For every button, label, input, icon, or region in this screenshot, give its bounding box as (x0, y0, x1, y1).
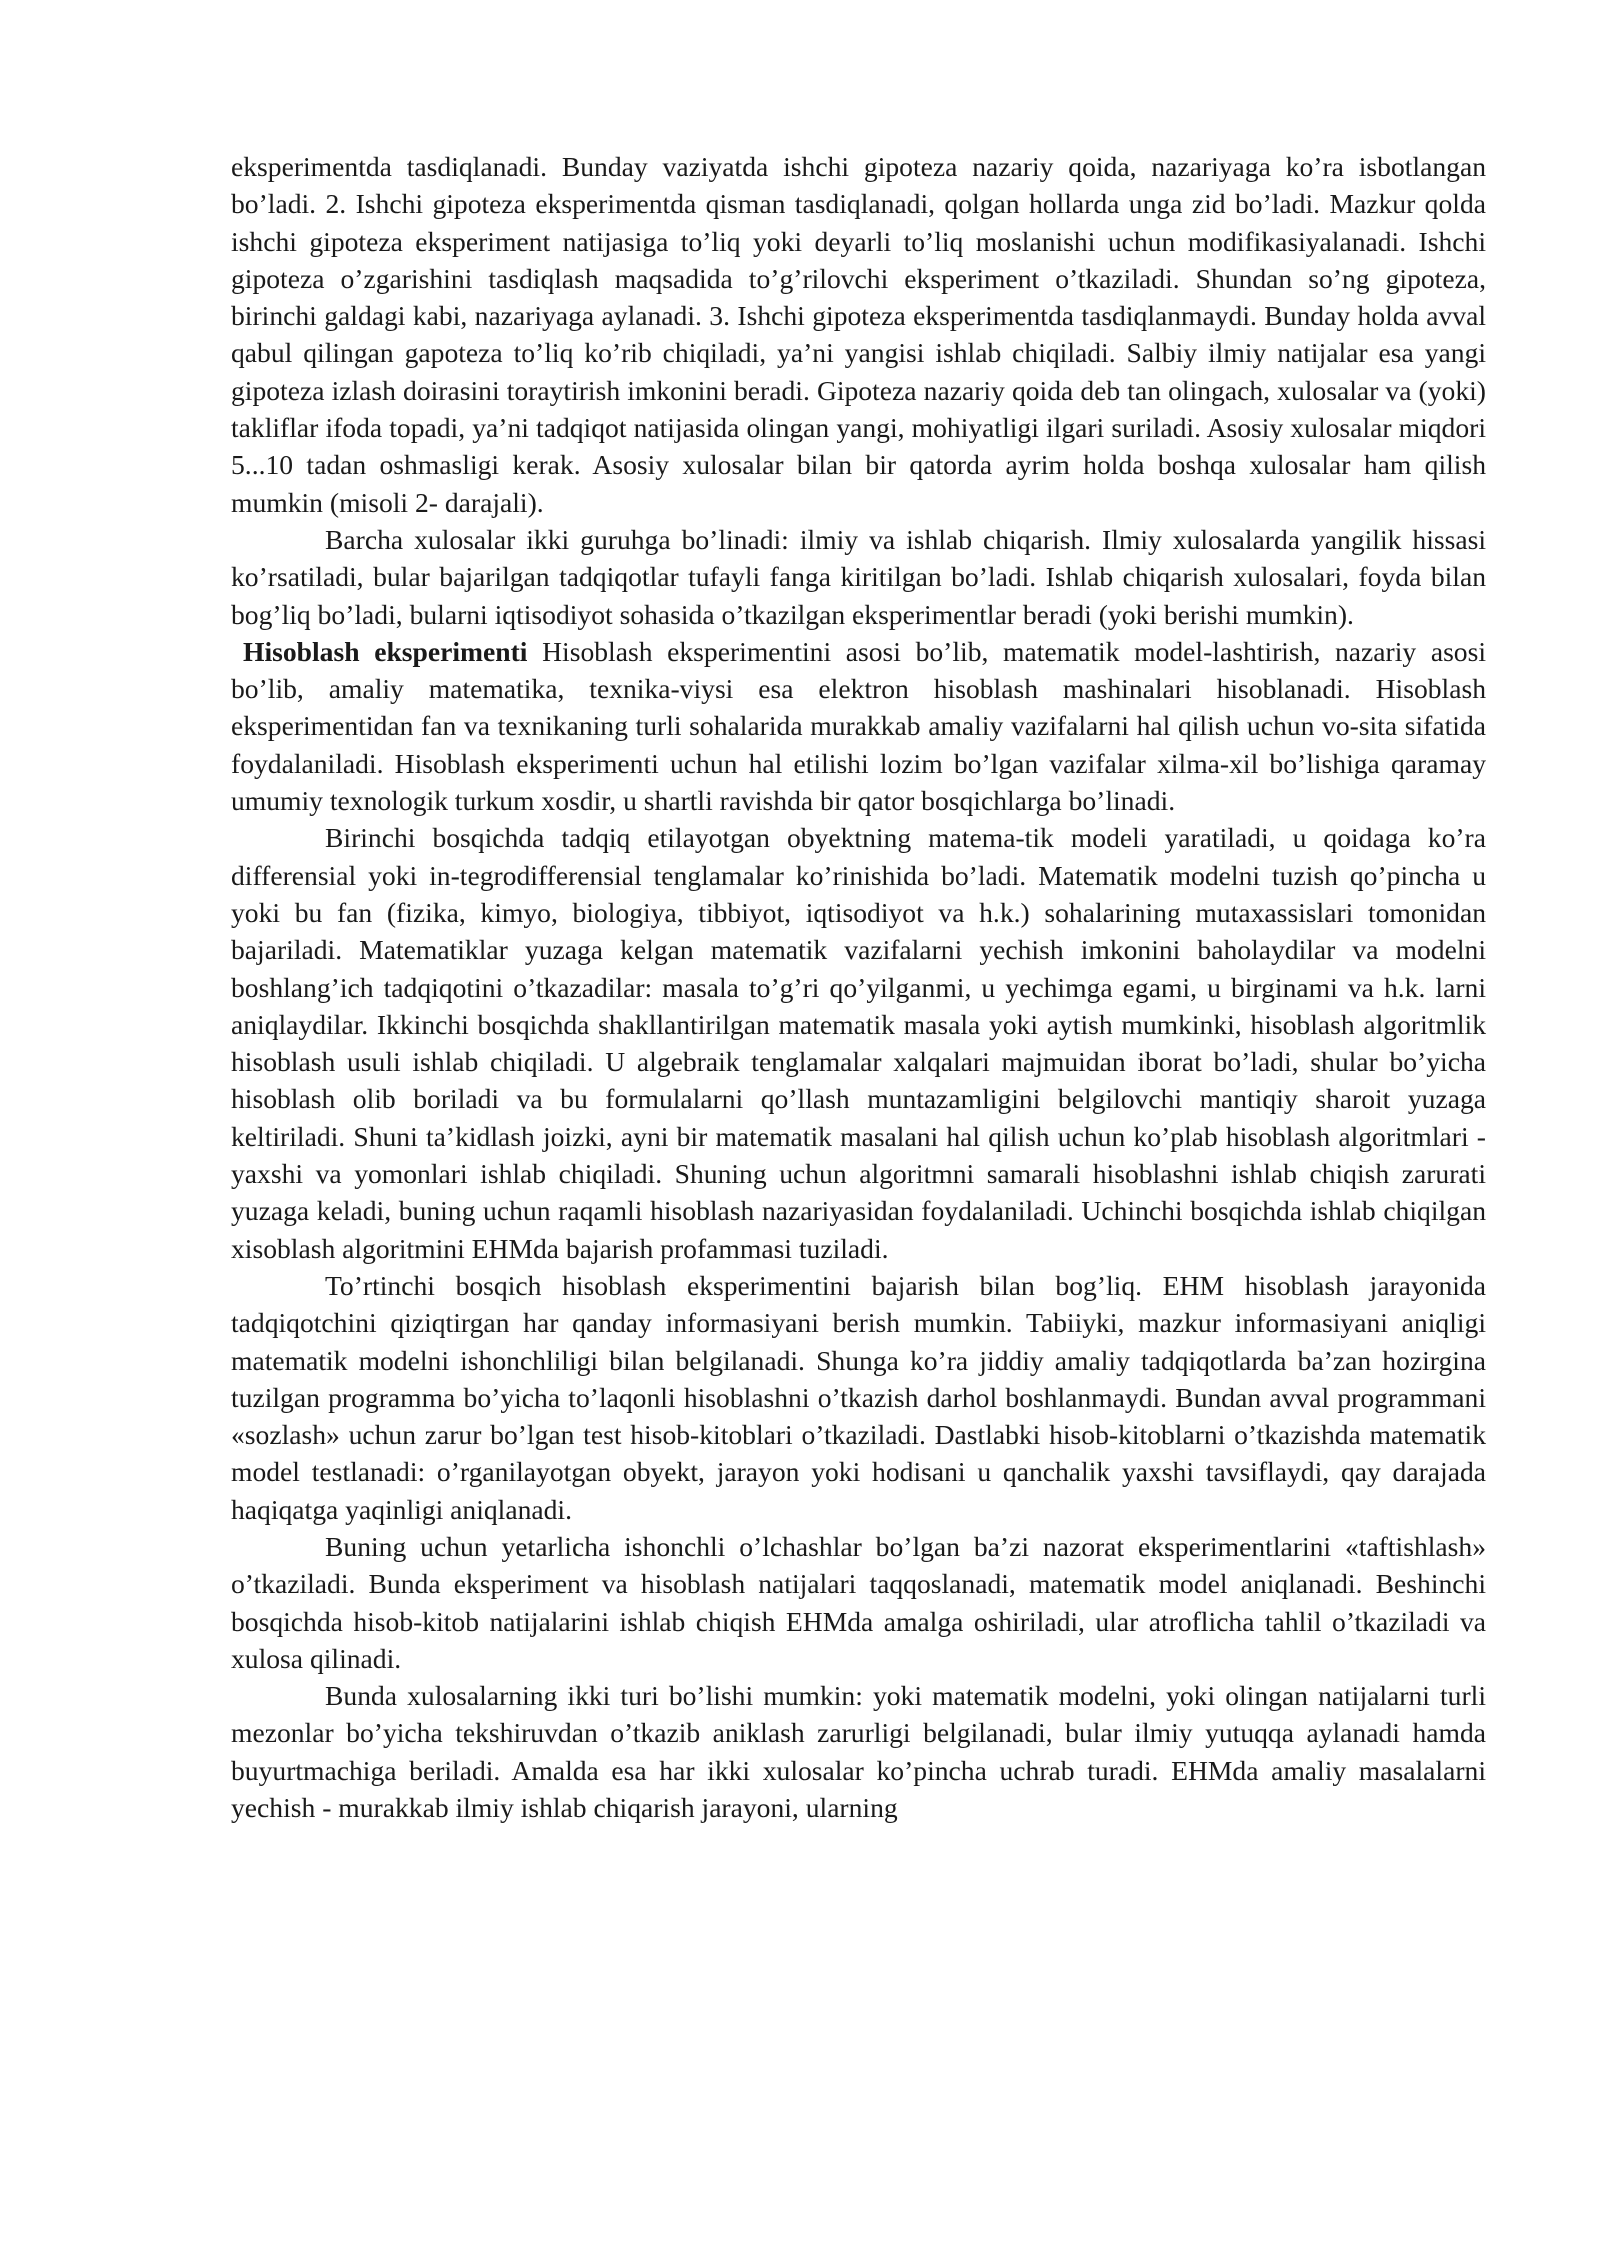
paragraph-stage-four: To’rtinchi bosqich hisoblash eksperimentini bajarish bilan bog’liq. EHM hisoblash jarayonida tadqiqotchini qiziqtirgan har qanday informasiyani berish mumkin. Tabiiyki, mazkur informasiyani aniqligi matematik modelni ishonchliligi bilan belgilanadi. Shunga ko’ra jiddiy amaliy tadqiqotlarda ba’zan hozirgina tuzilgan programma bo’yicha to’laqonli hisoblashni o’tkazish darhol boshlanmaydi. Bundan avval programmani «sozlash» uchun zarur bo’lgan test hisob-kitoblari o’tkaziladi. Dastlabki hisob-kitoblarni o’tkazishda matematik model testlanadi: o’rganilayotgan obyekt, jarayon yoki hodisani u qanchalik yaxshi tavsiflaydi, qay darajada haqiqatga yaqinligi aniqlanadi. (231, 1269, 1486, 1525)
paragraph-conclusion-types: Barcha xulosalar ikki guruhga bo’linadi: ilmiy va ishlab chiqarish. Ilmiy xulosalarda yangilik hissasi ko’rsatiladi, bular bajarilgan tadqiqotlar tufayli fanga kiritilgan bo’ladi. Ishlab chiqarish xulosalari, foyda bilan bog’liq bo’ladi, bularni iqtisodiyot sohasida o’tkazilgan eksperimentlar beradi (yoki berishi mumkin). (231, 523, 1486, 630)
document-page (231, 148, 1486, 1826)
paragraph-computational-experiment-body: Hisoblash eksperimentini asosi bo’lib, matematik model-lashtirish, nazariy asosi bo’lib, amaliy matematika, texnika-viysi esa elektron hisoblash mashinalari hisoblanadi. Hisoblash eksperimentidan fan va texnikaning turli sohalarida murakkab amaliy vazifalarni hal qilish uchun vo-sita sifatida foydalaniladi. Hisoblash eksperimenti uchun hal etilishi lozim bo’lgan vazifalar xilma-xil bo’lishiga qaramay umumiy texnologik turkum xosdir, u shartli ravishda bir qator bosqichlarga bo’linadi. (231, 635, 1487, 817)
paragraph-conclusion-kinds: Bunda xulosalarning ikki turi bo’lishi mumkin: yoki matematik modelni, yoki olingan natijalarni turli mezonlar bo’yicha tekshiruvdan o’tkazib aniklash zarurligi belgilanadi, bular ilmiy yutuqqa aylanadi hamda buyurtmachiga beriladi. Amalda esa har ikki xulosalar ko’pincha uchrab turadi. EHMda amaliy masalalarni yechish - murakkab ilmiy ishlab chiqarish jarayoni, ularning (231, 1680, 1486, 1824)
paragraph-computational-experiment (231, 633, 1486, 819)
paragraph-control-experiments: Buning uchun yetarlicha ishonchli o’lchashlar bo’lgan ba’zi nazorat eksperimentlarini «taftishlash» o’tkaziladi. Bunda eksperiment va hisoblash natijalari taqqoslanadi, matematik model aniqlanadi. Beshinchi bosqichda hisob-kitob natijalarini ishlab chiqish EHMda amalga oshiriladi, ular atroflicha tahlil o’tkaziladi va xulosa qilinadi. (231, 1530, 1486, 1674)
paragraph-stages-one-to-three: Birinchi bosqichda tadqiq etilayotgan obyektning matema-tik modeli yaratiladi, u qoidaga ko’ra differensial yoki in-tegrodifferensial tenglamalar ko’rinishida bo’ladi. Matematik modelni tuzish qo’pincha u yoki bu fan (fizika, kimyo, biologiya, tibbiyot, iqtisodiyot va h.k.) sohalarining mutaxassislari tomonidan bajariladi. Matematiklar yuzaga kelgan matematik vazifalarni yechish imkonini baholaydilar va modelni boshlang’ich tadqiqotini o’tkazadilar: masala to’g’ri qo’yilganmi, u yechimga egami, u birginami va h.k. larni aniqlaydilar. Ikkinchi bosqichda shakllantirilgan matematik masala yoki aytish mumkinki, hisoblash algoritmlik hisoblash usuli ishlab chiqiladi. U algebraik tenglamalar xalqalari majmuidan iborat bo’ladi, shular bo’yicha hisoblash olib boriladi va bu formulalarni qo’llash muntazamligini belgilovchi mantiqiy sharoit yuzaga keltiriladi. Shuni ta’kidlash joizki, ayni bir matematik masalani hal qilish uchun ko’plab hisoblash algoritmlari - yaxshi va yomonlari ishlab chiqiladi. Shuning uchun algoritmni samarali hisoblashni ishlab chiqish zarurati yuzaga keladi, buning uchun raqamli hisoblash nazariyasidan foydalaniladi. Uchinchi bosqichda ishlab chiqilgan xisoblash algoritmini EHMda bajarish profammasi tuziladi. (231, 822, 1486, 1264)
section-heading-computational-experiment: Hisoblash eksperimenti (243, 635, 528, 667)
paragraph-hypothesis-outcomes: eksperimentda tasdiqlanadi. Bunday vaziyatda ishchi gipoteza nazariy qoida, nazariyaga ko’ra isbotlangan bo’ladi. 2. Ishchi gipoteza eksperimentda qisman tasdiqlanadi, qolgan hollarda unga zid bo’ladi. Mazkur qolda ishchi gipoteza eksperiment natijasiga to’liq yoki deyarli to’liq moslanishi uchun modifikasiyalanadi. Ishchi gipoteza o’zgarishini tasdiqlash maqsadida to’g’rilovchi eksperiment o’tkaziladi. Shundan so’ng gipoteza, birinchi galdagi kabi, nazariyaga aylanadi. 3. Ishchi gipoteza eksperimentda tasdiqlanmaydi. Bunday holda avval qabul qilingan gapoteza to’liq ko’rib chiqiladi, ya’ni yangisi ishlab chiqiladi. Salbiy ilmiy natijalar esa yangi gipoteza izlash doirasini toraytirish imkonini beradi. Gipoteza nazariy qoida deb tan olingach, xulosalar va (yoki) takliflar ifoda topadi, ya’ni tadqiqot natijasida olingan yangi, mohiyatligi ilgari suriladi. Asosiy xulosalar miqdori 5...10 tadan oshmasligi kerak. Asosiy xulosalar bilan bir qatorda ayrim holda boshqa xulosalar ham qilish mumkin (misoli 2- darajali). (231, 151, 1486, 518)
